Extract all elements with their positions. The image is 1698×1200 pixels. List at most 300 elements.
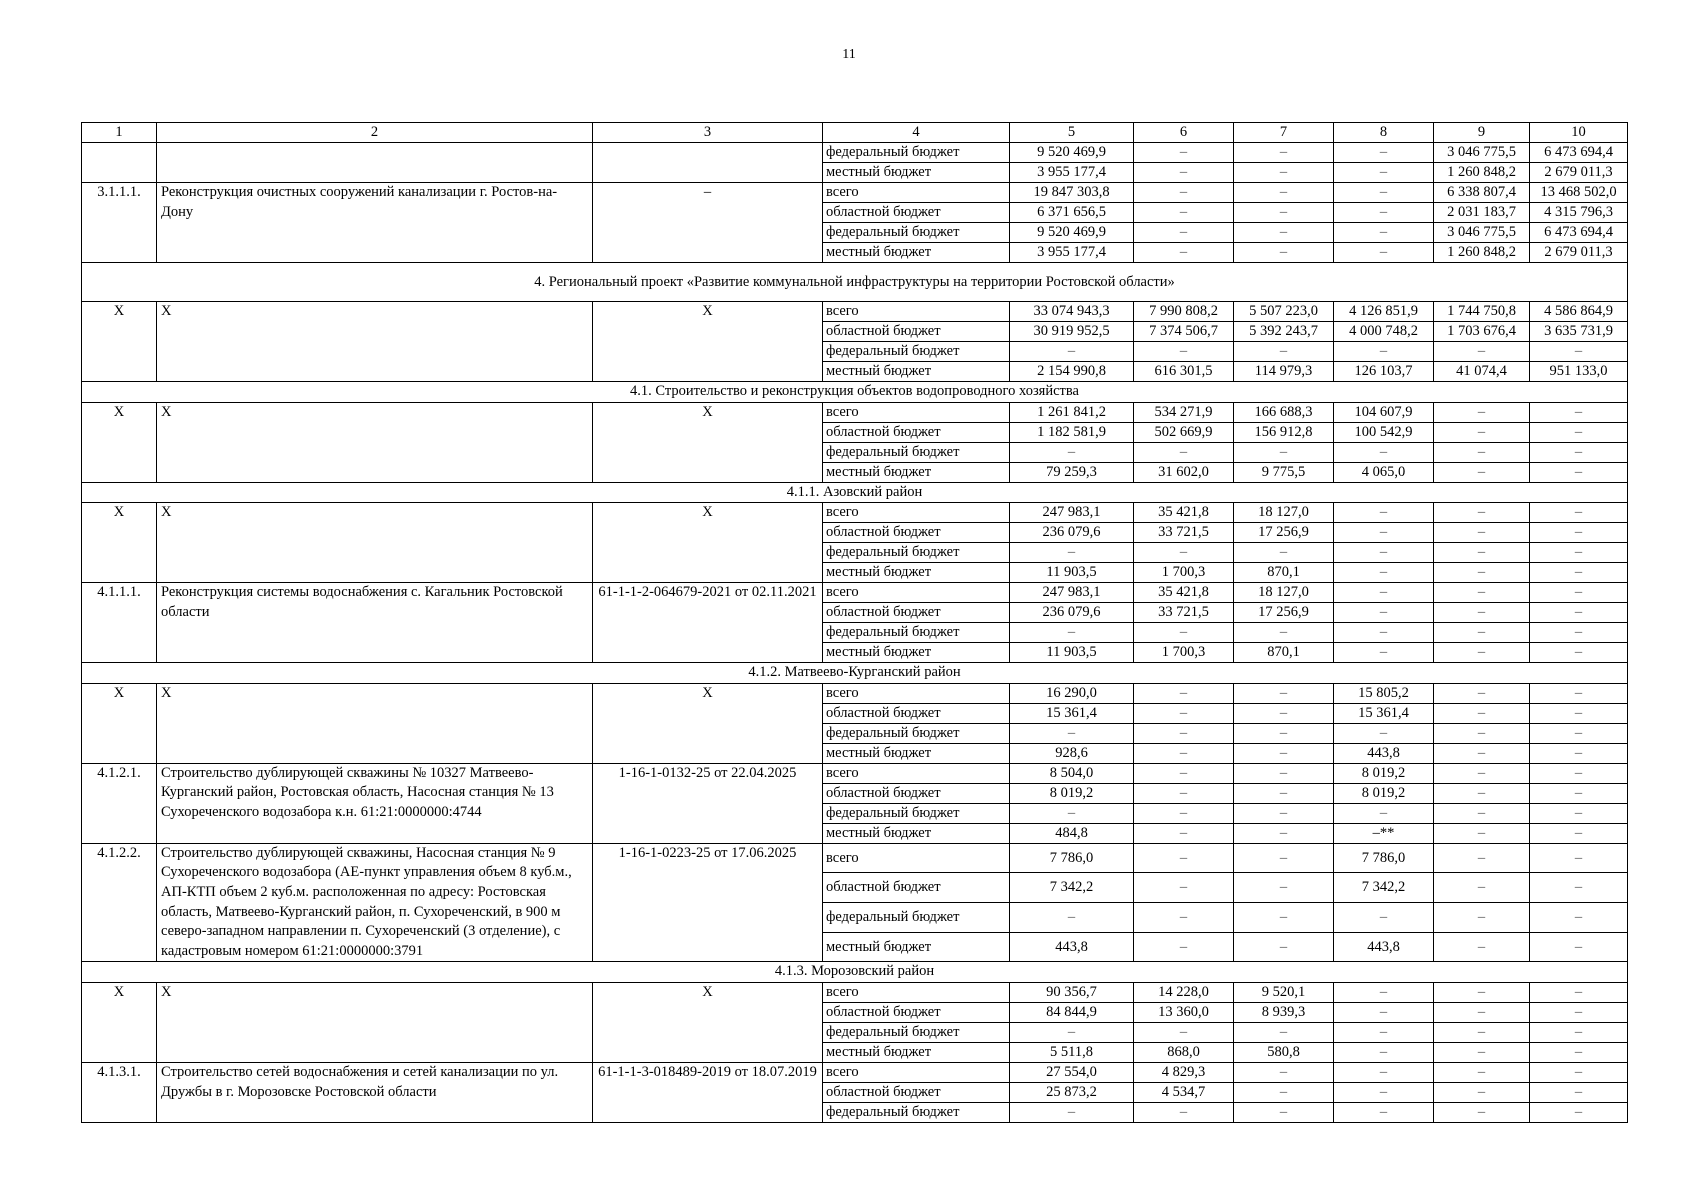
value-cell: 7 786,0 xyxy=(1010,843,1134,873)
document-reference: Х xyxy=(593,982,823,1062)
budget-source-label: федеральный бюджет xyxy=(823,623,1010,643)
value-cell: – xyxy=(1334,503,1434,523)
value-cell: – xyxy=(1334,203,1434,223)
value-cell: – xyxy=(1530,843,1628,873)
value-cell: 18 127,0 xyxy=(1234,503,1334,523)
header-cell: 3 xyxy=(593,123,823,143)
value-cell: 35 421,8 xyxy=(1134,503,1234,523)
value-cell: – xyxy=(1434,643,1530,663)
value-cell: – xyxy=(1434,1022,1530,1042)
value-cell: – xyxy=(1530,603,1628,623)
value-cell: 236 079,6 xyxy=(1010,523,1134,543)
value-cell: – xyxy=(1234,442,1334,462)
section-row xyxy=(82,482,1628,503)
value-cell: 236 079,6 xyxy=(1010,603,1134,623)
value-cell: – xyxy=(1134,543,1234,563)
value-cell: – xyxy=(1134,183,1234,203)
value-cell: 2 679 011,3 xyxy=(1530,163,1628,183)
value-cell: 41 074,4 xyxy=(1434,362,1530,382)
value-cell: – xyxy=(1434,503,1530,523)
value-cell: – xyxy=(1530,1022,1628,1042)
value-cell: – xyxy=(1434,743,1530,763)
value-cell: – xyxy=(1234,803,1334,823)
budget-source-label: федеральный бюджет xyxy=(823,723,1010,743)
value-cell: – xyxy=(1234,763,1334,783)
value-cell: 502 669,9 xyxy=(1134,422,1234,442)
item-name: Реконструкция системы водоснабжения с. Кагальник Ростовской области xyxy=(157,583,593,663)
budget-source-label: областной бюджет xyxy=(823,873,1010,903)
value-cell: 616 301,5 xyxy=(1134,362,1234,382)
value-cell: – xyxy=(1234,203,1334,223)
value-cell: 4 065,0 xyxy=(1334,462,1434,482)
budget-source-label: всего xyxy=(823,302,1010,322)
value-cell: – xyxy=(1234,1062,1334,1082)
table-row xyxy=(82,843,1628,873)
item-name: Строительство сетей водоснабжения и сетей канализации по ул. Дружбы в г. Морозовске Ростовской области xyxy=(157,1062,593,1122)
value-cell: – xyxy=(1434,402,1530,422)
value-cell: – xyxy=(1530,1082,1628,1102)
item-number: Х xyxy=(82,982,157,1062)
table-row xyxy=(82,503,1628,523)
value-cell: 9 520 469,9 xyxy=(1010,223,1134,243)
value-cell: – xyxy=(1134,623,1234,643)
value-cell: 11 903,5 xyxy=(1010,563,1134,583)
budget-source-label: местный бюджет xyxy=(823,823,1010,843)
value-cell: – xyxy=(1530,763,1628,783)
header-cell: 4 xyxy=(823,123,1010,143)
value-cell: 8 504,0 xyxy=(1010,763,1134,783)
document-reference: Х xyxy=(593,402,823,482)
budget-source-label: всего xyxy=(823,1062,1010,1082)
table-row xyxy=(82,683,1628,703)
value-cell: – xyxy=(1530,723,1628,743)
value-cell: – xyxy=(1234,1102,1334,1122)
value-cell: – xyxy=(1434,1042,1530,1062)
value-cell: 13 360,0 xyxy=(1134,1002,1234,1022)
value-cell: – xyxy=(1134,163,1234,183)
budget-source-label: областной бюджет xyxy=(823,603,1010,623)
value-cell: – xyxy=(1334,723,1434,743)
value-cell: 1 700,3 xyxy=(1134,643,1234,663)
header-cell: 1 xyxy=(82,123,157,143)
value-cell: 8 019,2 xyxy=(1334,783,1434,803)
value-cell: 79 259,3 xyxy=(1010,462,1134,482)
value-cell: – xyxy=(1334,1002,1434,1022)
value-cell: 156 912,8 xyxy=(1234,422,1334,442)
value-cell: – xyxy=(1334,223,1434,243)
value-cell: – xyxy=(1134,1102,1234,1122)
value-cell: 3 046 775,5 xyxy=(1434,143,1530,163)
value-cell: – xyxy=(1010,723,1134,743)
value-cell: 1 703 676,4 xyxy=(1434,322,1530,342)
document-reference: 1-16-1-0132-25 от 22.04.2025 xyxy=(593,763,823,843)
document-reference: Х xyxy=(593,683,823,763)
value-cell: 4 829,3 xyxy=(1134,1062,1234,1082)
value-cell: 443,8 xyxy=(1334,743,1434,763)
item-name: Х xyxy=(157,503,593,583)
budget-source-label: федеральный бюджет xyxy=(823,143,1010,163)
value-cell: 870,1 xyxy=(1234,563,1334,583)
table-body xyxy=(82,143,1628,1123)
item-name: Х xyxy=(157,402,593,482)
item-number: 3.1.1.1. xyxy=(82,183,157,263)
value-cell: – xyxy=(1530,1102,1628,1122)
header-cell: 5 xyxy=(1010,123,1134,143)
value-cell: 4 586 864,9 xyxy=(1530,302,1628,322)
value-cell: 15 361,4 xyxy=(1334,703,1434,723)
value-cell: – xyxy=(1334,243,1434,263)
budget-source-label: областной бюджет xyxy=(823,203,1010,223)
value-cell: 7 990 808,2 xyxy=(1134,302,1234,322)
table-row xyxy=(82,583,1628,603)
value-cell: – xyxy=(1434,803,1530,823)
value-cell: 5 507 223,0 xyxy=(1234,302,1334,322)
value-cell: – xyxy=(1010,442,1134,462)
value-cell: – xyxy=(1530,783,1628,803)
value-cell: 951 133,0 xyxy=(1530,362,1628,382)
item-number xyxy=(82,143,157,183)
value-cell: – xyxy=(1334,1022,1434,1042)
header-row xyxy=(82,123,1628,143)
value-cell: – xyxy=(1010,1022,1134,1042)
value-cell: – xyxy=(1334,583,1434,603)
value-cell: 114 979,3 xyxy=(1234,362,1334,382)
value-cell: 4 126 851,9 xyxy=(1334,302,1434,322)
value-cell: – xyxy=(1334,1042,1434,1062)
value-cell: – xyxy=(1134,223,1234,243)
header-cell: 9 xyxy=(1434,123,1530,143)
budget-source-label: областной бюджет xyxy=(823,523,1010,543)
value-cell: – xyxy=(1434,763,1530,783)
value-cell: 8 019,2 xyxy=(1010,783,1134,803)
value-cell: 1 260 848,2 xyxy=(1434,243,1530,263)
value-cell: – xyxy=(1434,982,1530,1002)
budget-source-label: областной бюджет xyxy=(823,783,1010,803)
budget-source-label: местный бюджет xyxy=(823,163,1010,183)
value-cell: – xyxy=(1530,422,1628,442)
value-cell: – xyxy=(1134,442,1234,462)
value-cell: – xyxy=(1434,1002,1530,1022)
item-name: Реконструкция очистных сооружений канализации г. Ростов-на-Дону xyxy=(157,183,593,263)
header-cell: 7 xyxy=(1234,123,1334,143)
value-cell: 2 031 183,7 xyxy=(1434,203,1530,223)
value-cell: 1 261 841,2 xyxy=(1010,402,1134,422)
value-cell: – xyxy=(1530,583,1628,603)
value-cell: – xyxy=(1334,603,1434,623)
value-cell: – xyxy=(1234,1022,1334,1042)
item-name: Строительство дублирующей скважины № 10327 Матвеево-Курганский район, Ростовская область, Насосная станция № 13 Сухореченского водозабора к.н. 61:21:0000000:4744 xyxy=(157,763,593,843)
item-name: Строительство дублирующей скважины, Насосная станция № 9 Сухореченского водозабора (АЕ-пункт управления объем 8 куб.м., АП-КТП объем 2 куб.м. расположенная по адресу: Ростовская область, Матвеево-Курганский район, п. Сухореченский, в 900 м северо-западном направлении п. Сухореченский (3 отделение), с кадастровым номером 61:21:0000000:3791 xyxy=(157,843,593,962)
value-cell: – xyxy=(1234,543,1334,563)
table-row xyxy=(82,1062,1628,1082)
value-cell: – xyxy=(1530,503,1628,523)
item-number: 4.1.2.2. xyxy=(82,843,157,962)
section-row xyxy=(82,382,1628,403)
budget-source-label: всего xyxy=(823,763,1010,783)
value-cell: – xyxy=(1234,723,1334,743)
item-number: Х xyxy=(82,302,157,382)
item-name: Х xyxy=(157,302,593,382)
value-cell: – xyxy=(1530,803,1628,823)
value-cell: – xyxy=(1334,442,1434,462)
table-row xyxy=(82,402,1628,422)
value-cell: – xyxy=(1134,803,1234,823)
budget-source-label: федеральный бюджет xyxy=(823,903,1010,933)
value-cell: – xyxy=(1530,703,1628,723)
value-cell: – xyxy=(1530,683,1628,703)
document-reference: Х xyxy=(593,503,823,583)
value-cell: – xyxy=(1010,1102,1134,1122)
value-cell: – xyxy=(1434,563,1530,583)
value-cell: – xyxy=(1434,603,1530,623)
value-cell: 4 000 748,2 xyxy=(1334,322,1434,342)
value-cell: – xyxy=(1530,873,1628,903)
budget-source-label: всего xyxy=(823,402,1010,422)
value-cell: – xyxy=(1334,643,1434,663)
budget-source-label: местный бюджет xyxy=(823,643,1010,663)
value-cell: – xyxy=(1434,342,1530,362)
value-cell: – xyxy=(1434,442,1530,462)
budget-source-label: местный бюджет xyxy=(823,932,1010,962)
value-cell: 247 983,1 xyxy=(1010,583,1134,603)
value-cell: – xyxy=(1234,823,1334,843)
value-cell: 19 847 303,8 xyxy=(1010,183,1134,203)
budget-source-label: всего xyxy=(823,583,1010,603)
value-cell: 11 903,5 xyxy=(1010,643,1134,663)
value-cell: – xyxy=(1434,683,1530,703)
value-cell: – xyxy=(1530,523,1628,543)
value-cell: – xyxy=(1334,342,1434,362)
value-cell: 4 315 796,3 xyxy=(1530,203,1628,223)
budget-source-label: федеральный бюджет xyxy=(823,543,1010,563)
value-cell: – xyxy=(1334,1082,1434,1102)
value-cell: 18 127,0 xyxy=(1234,583,1334,603)
value-cell: 5 511,8 xyxy=(1010,1042,1134,1062)
item-name: Х xyxy=(157,982,593,1062)
value-cell: – xyxy=(1134,903,1234,933)
item-number: Х xyxy=(82,683,157,763)
budget-source-label: местный бюджет xyxy=(823,1042,1010,1062)
value-cell: – xyxy=(1530,342,1628,362)
budget-source-label: федеральный бюджет xyxy=(823,1022,1010,1042)
value-cell: – xyxy=(1234,1082,1334,1102)
value-cell: 3 955 177,4 xyxy=(1010,163,1134,183)
value-cell: 4 534,7 xyxy=(1134,1082,1234,1102)
value-cell: – xyxy=(1334,563,1434,583)
value-cell: – xyxy=(1334,623,1434,643)
value-cell: – xyxy=(1530,932,1628,962)
budget-source-label: федеральный бюджет xyxy=(823,342,1010,362)
document-reference: 61-1-1-2-064679-2021 от 02.11.2021 xyxy=(593,583,823,663)
budget-source-label: федеральный бюджет xyxy=(823,1102,1010,1122)
value-cell: – xyxy=(1334,143,1434,163)
value-cell: – xyxy=(1434,583,1530,603)
item-name: Х xyxy=(157,683,593,763)
value-cell: – xyxy=(1134,143,1234,163)
value-cell: 7 786,0 xyxy=(1334,843,1434,873)
value-cell: 534 271,9 xyxy=(1134,402,1234,422)
value-cell: – xyxy=(1334,803,1434,823)
value-cell: 13 468 502,0 xyxy=(1530,183,1628,203)
budget-source-label: местный бюджет xyxy=(823,563,1010,583)
value-cell: 6 473 694,4 xyxy=(1530,143,1628,163)
item-number: Х xyxy=(82,402,157,482)
value-cell: 33 721,5 xyxy=(1134,603,1234,623)
value-cell: – xyxy=(1234,163,1334,183)
header-cell: 10 xyxy=(1530,123,1628,143)
value-cell: 16 290,0 xyxy=(1010,683,1134,703)
value-cell: – xyxy=(1234,932,1334,962)
value-cell: – xyxy=(1434,823,1530,843)
value-cell: – xyxy=(1530,1002,1628,1022)
value-cell: – xyxy=(1434,723,1530,743)
value-cell: – xyxy=(1134,843,1234,873)
budget-source-label: федеральный бюджет xyxy=(823,442,1010,462)
value-cell: 14 228,0 xyxy=(1134,982,1234,1002)
value-cell: – xyxy=(1530,462,1628,482)
value-cell: – xyxy=(1134,823,1234,843)
value-cell: 870,1 xyxy=(1234,643,1334,663)
value-cell: – xyxy=(1010,342,1134,362)
value-cell: –** xyxy=(1334,823,1434,843)
value-cell: – xyxy=(1334,903,1434,933)
value-cell: 1 260 848,2 xyxy=(1434,163,1530,183)
header-cell: 2 xyxy=(157,123,593,143)
item-number: 4.1.3.1. xyxy=(82,1062,157,1122)
value-cell: – xyxy=(1010,623,1134,643)
value-cell: – xyxy=(1434,1062,1530,1082)
value-cell: 9 520 469,9 xyxy=(1010,143,1134,163)
value-cell: 27 554,0 xyxy=(1010,1062,1134,1082)
value-cell: – xyxy=(1530,823,1628,843)
budget-source-label: федеральный бюджет xyxy=(823,223,1010,243)
header-cell: 8 xyxy=(1334,123,1434,143)
budget-source-label: областной бюджет xyxy=(823,422,1010,442)
value-cell: 1 700,3 xyxy=(1134,563,1234,583)
value-cell: 3 635 731,9 xyxy=(1530,322,1628,342)
value-cell: – xyxy=(1334,1062,1434,1082)
value-cell: 31 602,0 xyxy=(1134,462,1234,482)
section-title: 4.1.3. Морозовский район xyxy=(82,962,1628,983)
value-cell: 84 844,9 xyxy=(1010,1002,1134,1022)
value-cell: – xyxy=(1134,783,1234,803)
table-row xyxy=(82,763,1628,783)
value-cell: – xyxy=(1234,243,1334,263)
budget-table xyxy=(81,122,1628,1123)
value-cell: 3 955 177,4 xyxy=(1010,243,1134,263)
value-cell: – xyxy=(1334,1102,1434,1122)
page-number: 11 xyxy=(842,47,856,62)
value-cell: – xyxy=(1530,623,1628,643)
value-cell: 8 019,2 xyxy=(1334,763,1434,783)
document-reference: – xyxy=(593,183,823,263)
value-cell: – xyxy=(1530,643,1628,663)
section-row xyxy=(82,962,1628,983)
value-cell: – xyxy=(1134,932,1234,962)
budget-source-label: всего xyxy=(823,503,1010,523)
value-cell: – xyxy=(1134,243,1234,263)
value-cell: – xyxy=(1234,143,1334,163)
value-cell: 247 983,1 xyxy=(1010,503,1134,523)
value-cell: 17 256,9 xyxy=(1234,603,1334,623)
value-cell: – xyxy=(1530,743,1628,763)
value-cell: 15 361,4 xyxy=(1010,703,1134,723)
value-cell: 15 805,2 xyxy=(1334,683,1434,703)
value-cell: – xyxy=(1530,402,1628,422)
value-cell: – xyxy=(1134,342,1234,362)
value-cell: 580,8 xyxy=(1234,1042,1334,1062)
budget-source-label: местный бюджет xyxy=(823,362,1010,382)
value-cell: – xyxy=(1234,183,1334,203)
value-cell: – xyxy=(1334,183,1434,203)
value-cell: – xyxy=(1530,903,1628,933)
budget-source-label: всего xyxy=(823,843,1010,873)
section-title: 4. Региональный проект «Развитие коммунальной инфраструктуры на территории Ростовской области» xyxy=(82,263,1628,302)
item-name xyxy=(157,143,593,183)
value-cell: 17 256,9 xyxy=(1234,523,1334,543)
budget-source-label: областной бюджет xyxy=(823,322,1010,342)
value-cell: – xyxy=(1334,982,1434,1002)
value-cell: – xyxy=(1434,903,1530,933)
value-cell: – xyxy=(1530,1042,1628,1062)
value-cell: 6 338 807,4 xyxy=(1434,183,1530,203)
value-cell: 90 356,7 xyxy=(1010,982,1134,1002)
value-cell: 100 542,9 xyxy=(1334,422,1434,442)
budget-source-label: областной бюджет xyxy=(823,1002,1010,1022)
value-cell: 30 919 952,5 xyxy=(1010,322,1134,342)
budget-source-label: областной бюджет xyxy=(823,703,1010,723)
document-reference: Х xyxy=(593,302,823,382)
document-reference: 1-16-1-0223-25 от 17.06.2025 xyxy=(593,843,823,962)
value-cell: – xyxy=(1334,543,1434,563)
value-cell: – xyxy=(1334,163,1434,183)
value-cell: 7 342,2 xyxy=(1334,873,1434,903)
value-cell: – xyxy=(1434,1082,1530,1102)
value-cell: 6 473 694,4 xyxy=(1530,223,1628,243)
value-cell: 126 103,7 xyxy=(1334,362,1434,382)
value-cell: 7 374 506,7 xyxy=(1134,322,1234,342)
value-cell: – xyxy=(1530,543,1628,563)
value-cell: – xyxy=(1134,743,1234,763)
value-cell: – xyxy=(1234,223,1334,243)
value-cell: – xyxy=(1010,543,1134,563)
header-cell: 6 xyxy=(1134,123,1234,143)
table-row xyxy=(82,143,1628,163)
value-cell: – xyxy=(1530,1062,1628,1082)
value-cell: 33 721,5 xyxy=(1134,523,1234,543)
table-row xyxy=(82,302,1628,322)
section-title: 4.1. Строительство и реконструкция объектов водопроводного хозяйства xyxy=(82,382,1628,403)
item-number: 4.1.1.1. xyxy=(82,583,157,663)
value-cell: – xyxy=(1234,783,1334,803)
value-cell: 25 873,2 xyxy=(1010,1082,1134,1102)
item-number: Х xyxy=(82,503,157,583)
section-row xyxy=(82,663,1628,684)
value-cell: 5 392 243,7 xyxy=(1234,322,1334,342)
value-cell: – xyxy=(1434,523,1530,543)
value-cell: – xyxy=(1434,703,1530,723)
value-cell: 166 688,3 xyxy=(1234,402,1334,422)
value-cell: 104 607,9 xyxy=(1334,402,1434,422)
value-cell: – xyxy=(1434,623,1530,643)
value-cell: 484,8 xyxy=(1010,823,1134,843)
value-cell: 6 371 656,5 xyxy=(1010,203,1134,223)
value-cell: – xyxy=(1434,543,1530,563)
value-cell: – xyxy=(1530,442,1628,462)
budget-source-label: местный бюджет xyxy=(823,743,1010,763)
value-cell: 33 074 943,3 xyxy=(1010,302,1134,322)
value-cell: 2 679 011,3 xyxy=(1530,243,1628,263)
